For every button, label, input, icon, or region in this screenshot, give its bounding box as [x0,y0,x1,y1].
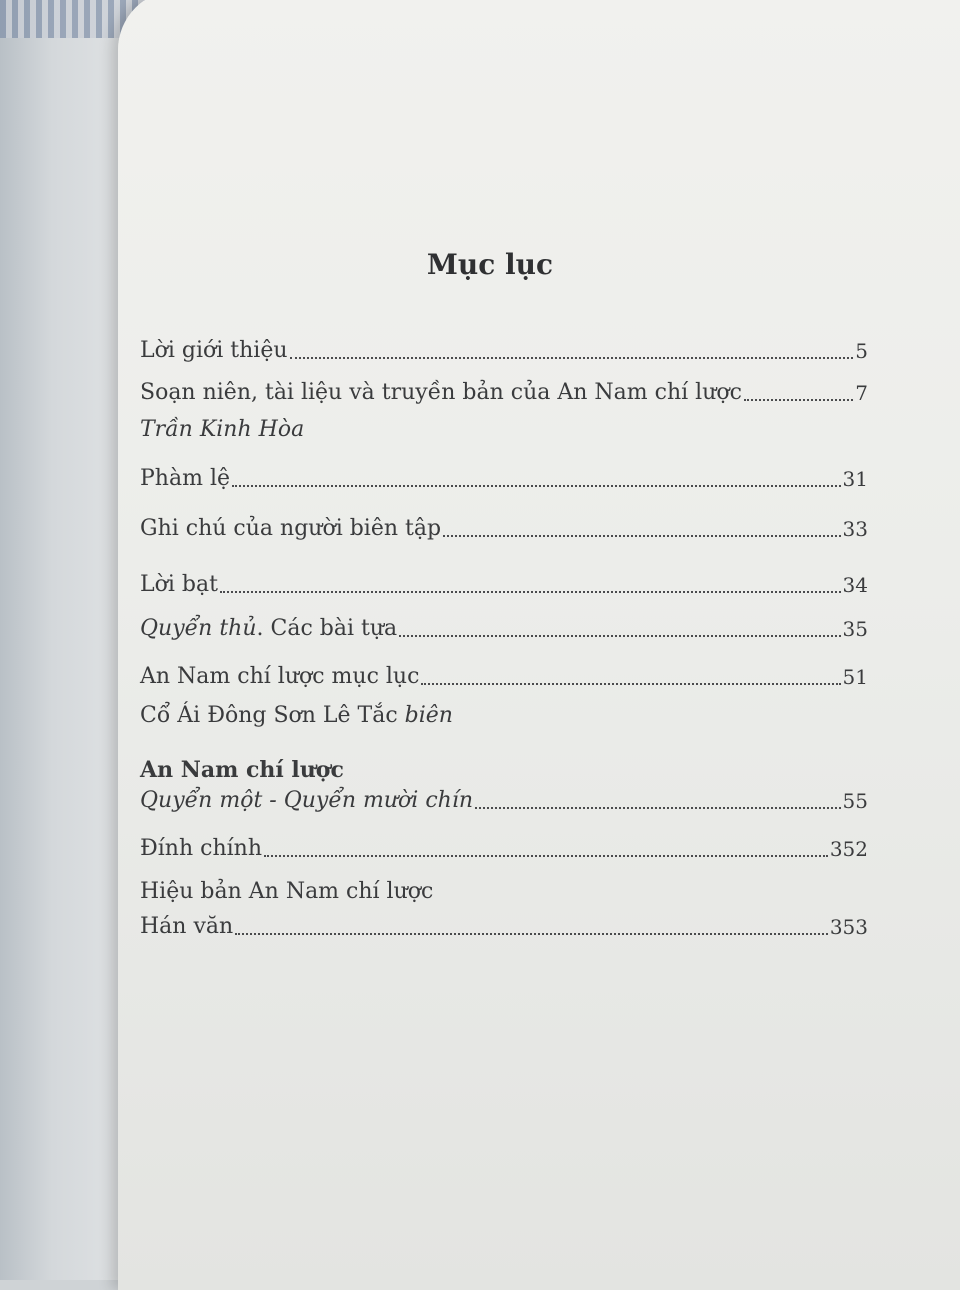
page-number: 353 [829,915,868,939]
dot-leader [290,356,854,359]
table-of-contents [140,0,880,1280]
toc-entry [140,466,868,492]
dot-leader [232,484,841,487]
entry-label: Quyển một - Quyển mười chín [140,788,474,813]
page-number: 34 [842,573,868,597]
toc-entry [140,572,868,598]
entry-credit [140,702,868,730]
dot-leader [443,534,840,537]
page-number: 33 [842,517,868,541]
dot-leader [399,634,840,637]
dot-leader [475,806,841,809]
credit-role: biên [404,703,453,728]
entry-label [140,616,397,642]
page-number: 352 [829,837,868,861]
toc-entry [140,836,868,862]
dot-leader [235,932,828,935]
section-heading: Hiệu bản An Nam chí lược [140,879,434,904]
entry-label: Ghi chú của người biên tập [140,516,442,541]
toc-entry [140,664,868,730]
entry-label: Phàm lệ [140,466,230,491]
page-number: 51 [842,665,868,689]
page-number: 7 [855,381,868,405]
entry-label: Đính chính [140,836,262,861]
section-heading: An Nam chí lược [140,757,344,783]
dot-leader [220,590,841,593]
toc-entry [140,338,868,364]
page-number: 5 [855,339,868,363]
entry-label-italic: Quyển thủ [140,616,257,641]
toc-section [140,878,868,940]
dot-leader [744,398,853,401]
toc-entry [140,516,868,542]
toc-entry [140,380,868,444]
toc-entry [140,616,868,642]
entry-label-rest: . Các bài tựa [256,616,398,641]
page-number: 55 [842,789,868,813]
page-title: Mục lục [426,248,554,281]
entry-label: An Nam chí lược mục lục [140,664,420,689]
page-number: 35 [842,617,868,641]
page-number: 31 [842,467,868,491]
entry-label: Hán văn [140,914,234,939]
entry-label: Soạn niên, tài liệu và truyền bản của An Nam chí lược [140,380,742,405]
entry-label: Lời giới thiệu [140,338,288,363]
entry-label: Lời bạt [140,572,218,597]
dot-leader [421,682,840,685]
credit-name: Cổ Ái Đông Sơn Lê Tắc [140,703,405,728]
toc-section [140,756,868,814]
dot-leader [264,854,828,857]
entry-author: Trần Kinh Hòa [140,417,305,442]
